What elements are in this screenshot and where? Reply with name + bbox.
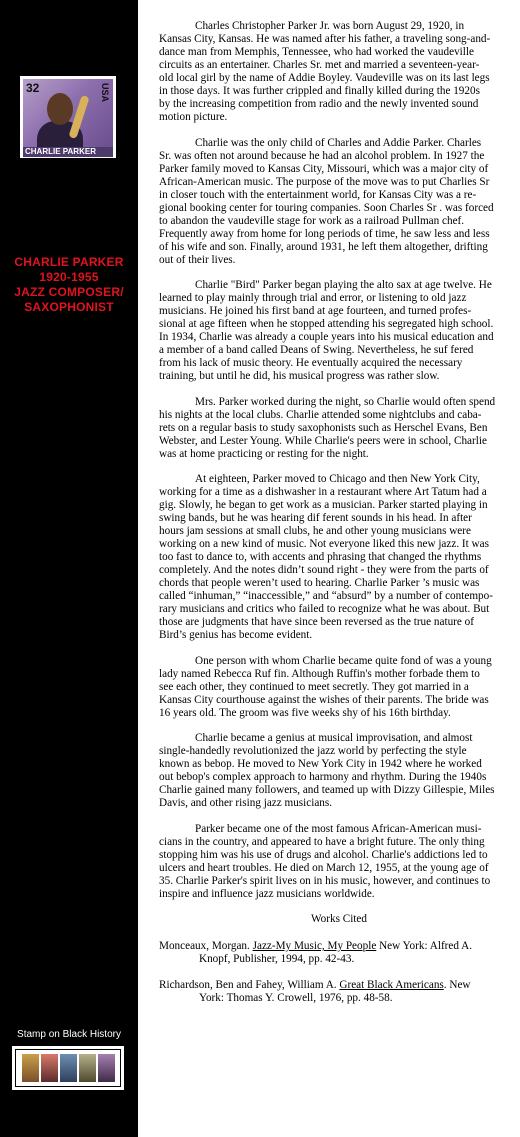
- bio-heading: [0, 255, 138, 315]
- mini-stamp-4: [79, 1054, 96, 1082]
- citation-1-publisher-start: New York: Alfred A.: [376, 940, 473, 952]
- bio-role-line-1: JAZZ COMPOSER/: [14, 285, 124, 299]
- stamp-strip-icon: [15, 1049, 121, 1087]
- stamp-on-black-history-label: Stamp on Black History: [17, 1029, 121, 1040]
- works-cited-heading: Works Cited: [311, 913, 367, 925]
- paragraph-alto-sax: Charlie "Bird" Parker began playing the alto sax at age twelve. He learned to play mainly through trial and error, or listening to old jazz musicians. He joined his first band at age fourteen, and turned profes- sional at age fifteen when he stopped attending his segregated high school. In 1934, Charlie was already a couple years into his musical education and a member of a band called Deans of Swing. Nevertheless, he suf fered from his lack of music theory. He eventually acquired the necessary training, but until he did, his musical progress was rather slow.: [159, 279, 494, 382]
- bio-years: 1920-1955: [39, 270, 99, 284]
- paragraph-bebop: Charlie became a genius at musical improvisation, and almost single-handedly revolutionized the jazz world by perfecting the style known as bebop. He moved to New York City in 1942 where he worked out bebop's complex approach to harmony and rhythm. During the 1940s Charlie gained many followers, and teamed up with Dizzy Gillespie, Miles Davis, and other rising jazz musicians.: [159, 732, 495, 809]
- stamp-denomination: 32: [26, 81, 40, 95]
- bio-role-line-2: SAXOPHONIST: [24, 300, 114, 314]
- article-body: [159, 20, 519, 1018]
- bio-name: CHARLIE PARKER: [14, 255, 124, 269]
- citation-2-author: Richardson, Ben and Fahey, William A.: [159, 979, 340, 991]
- mini-stamp-5: [98, 1054, 115, 1082]
- paragraph-birth: Charles Christopher Parker Jr. was born August 29, 1920, in Kansas City, Kansas. He was named after his father, a traveling song-and- dance man from Memphis, Tennessee, who had worked the vaudeville circuits as an entertainer. Charles Sr. met and married a seventeen-year- old local girl by the name of Addie Boyley. Vaudeville was on its last legs in those days. It was further crippled and finally killed during the 1920s by the increasing competition from radio and the newly invented sound motion picture.: [159, 20, 491, 123]
- sidebar: [0, 0, 138, 1137]
- citation-2-publisher-end: York: Thomas Y. Crowell, 1976, pp. 48-58.: [199, 992, 393, 1004]
- charlie-parker-stamp-image: [20, 76, 116, 158]
- stamp-country: USA: [100, 83, 110, 103]
- paragraph-marriage: One person with whom Charlie became quite fond of was a young lady named Rebecca Ruf fin. Although Ruffin's mother forbade them to see each other, they continued to meet secretly. They got married in a Kansas City courthouse against the wishes of their parents. The bride was 16 years old. The groom was five weeks shy of his 16th birthday.: [159, 654, 492, 719]
- citation-2: [159, 979, 519, 1005]
- citation-1-author: Monceaux, Morgan.: [159, 940, 253, 952]
- paragraph-new-york: At eighteen, Parker moved to Chicago and then New York City, working for a time as a dishwasher in a restaurant where Art Tatum had a gig. Slowly, he began to get work as a musician. Parker started playing in swing bands, but he was hearing dif ferent sounds in his head. In after hours jam sessions at small clubs, he and other young musicians were working on a new kind of music. Not everyone liked this new jazz. It was too fast to dance to, with accents and phrasing that changed the rhythms completely. And the notes didn’t sound right - they were from the parts of chords that people weren’t used to hearing. Charlie Parker ’s music was called “inhuman,” “inaccessible,” and “absurd” by a number of contempo- rary musicians and critics who failed to recognize what he was about. But those are judgments that have since been reversed as the true nature of Bird’s genius has become evident.: [159, 473, 493, 641]
- citation-1: [159, 940, 519, 966]
- stamp-on-black-history-link[interactable]: [12, 1046, 124, 1090]
- citation-2-title: Great Black Americans: [339, 979, 444, 991]
- paragraph-nightclubs: Mrs. Parker worked during the night, so Charlie would often spend his nights at the local clubs. Charlie attended some nightclubs and caba- rets on a regular basis to study saxophonists such as Herschel Evans, Ben Webster, and Lester Young. While Charlie's peers were in school, Charlie was at home practicing or resting for the night.: [159, 395, 496, 460]
- citation-1-title: Jazz-My Music, My People: [252, 940, 377, 952]
- citation-2-publisher-start: . New: [443, 979, 471, 991]
- paragraph-legacy: Parker became one of the most famous African-American musi- cians in the country, and appeared to have a bright future. The only thing stopping him was his use of drugs and alcohol. Charlie's addictions led to ulcers and heart troubles. He died on March 12, 1955, at the young age of 35. Charlie Parker's spirit lives on in his music, however, and continues to inspire and influence jazz musicians worldwide.: [159, 822, 491, 900]
- mini-stamp-1: [22, 1054, 39, 1082]
- mini-stamp-2: [41, 1054, 58, 1082]
- paragraph-family: Charlie was the only child of Charles and Addie Parker. Charles Sr. was often not around because he had an alcohol problem. In 1927 the Parker family moved to Kansas City, Missouri, which was a major city of African-American music. The purpose of the move was to put Charlies Sr in closer touch with the entertainment world, for Kansas City was a re- gional booking center for touring companies. Soon Charles Sr . was forced to abandon the vaudeville stage for work as a railroad Pullman chef. Frequently away from home for long periods of time, he saw less and less of his wife and son. Finally, around 1931, he left them altogether, drifting out of their lives.: [159, 136, 494, 266]
- stamp-caption: CHARLIE PARKER: [23, 147, 113, 157]
- mini-stamp-3: [60, 1054, 77, 1082]
- stamp-artwork: [23, 79, 113, 147]
- stamp-figure-face: [47, 93, 73, 125]
- citation-1-publisher-end: Knopf, Publisher, 1994, pp. 42-43.: [199, 953, 355, 965]
